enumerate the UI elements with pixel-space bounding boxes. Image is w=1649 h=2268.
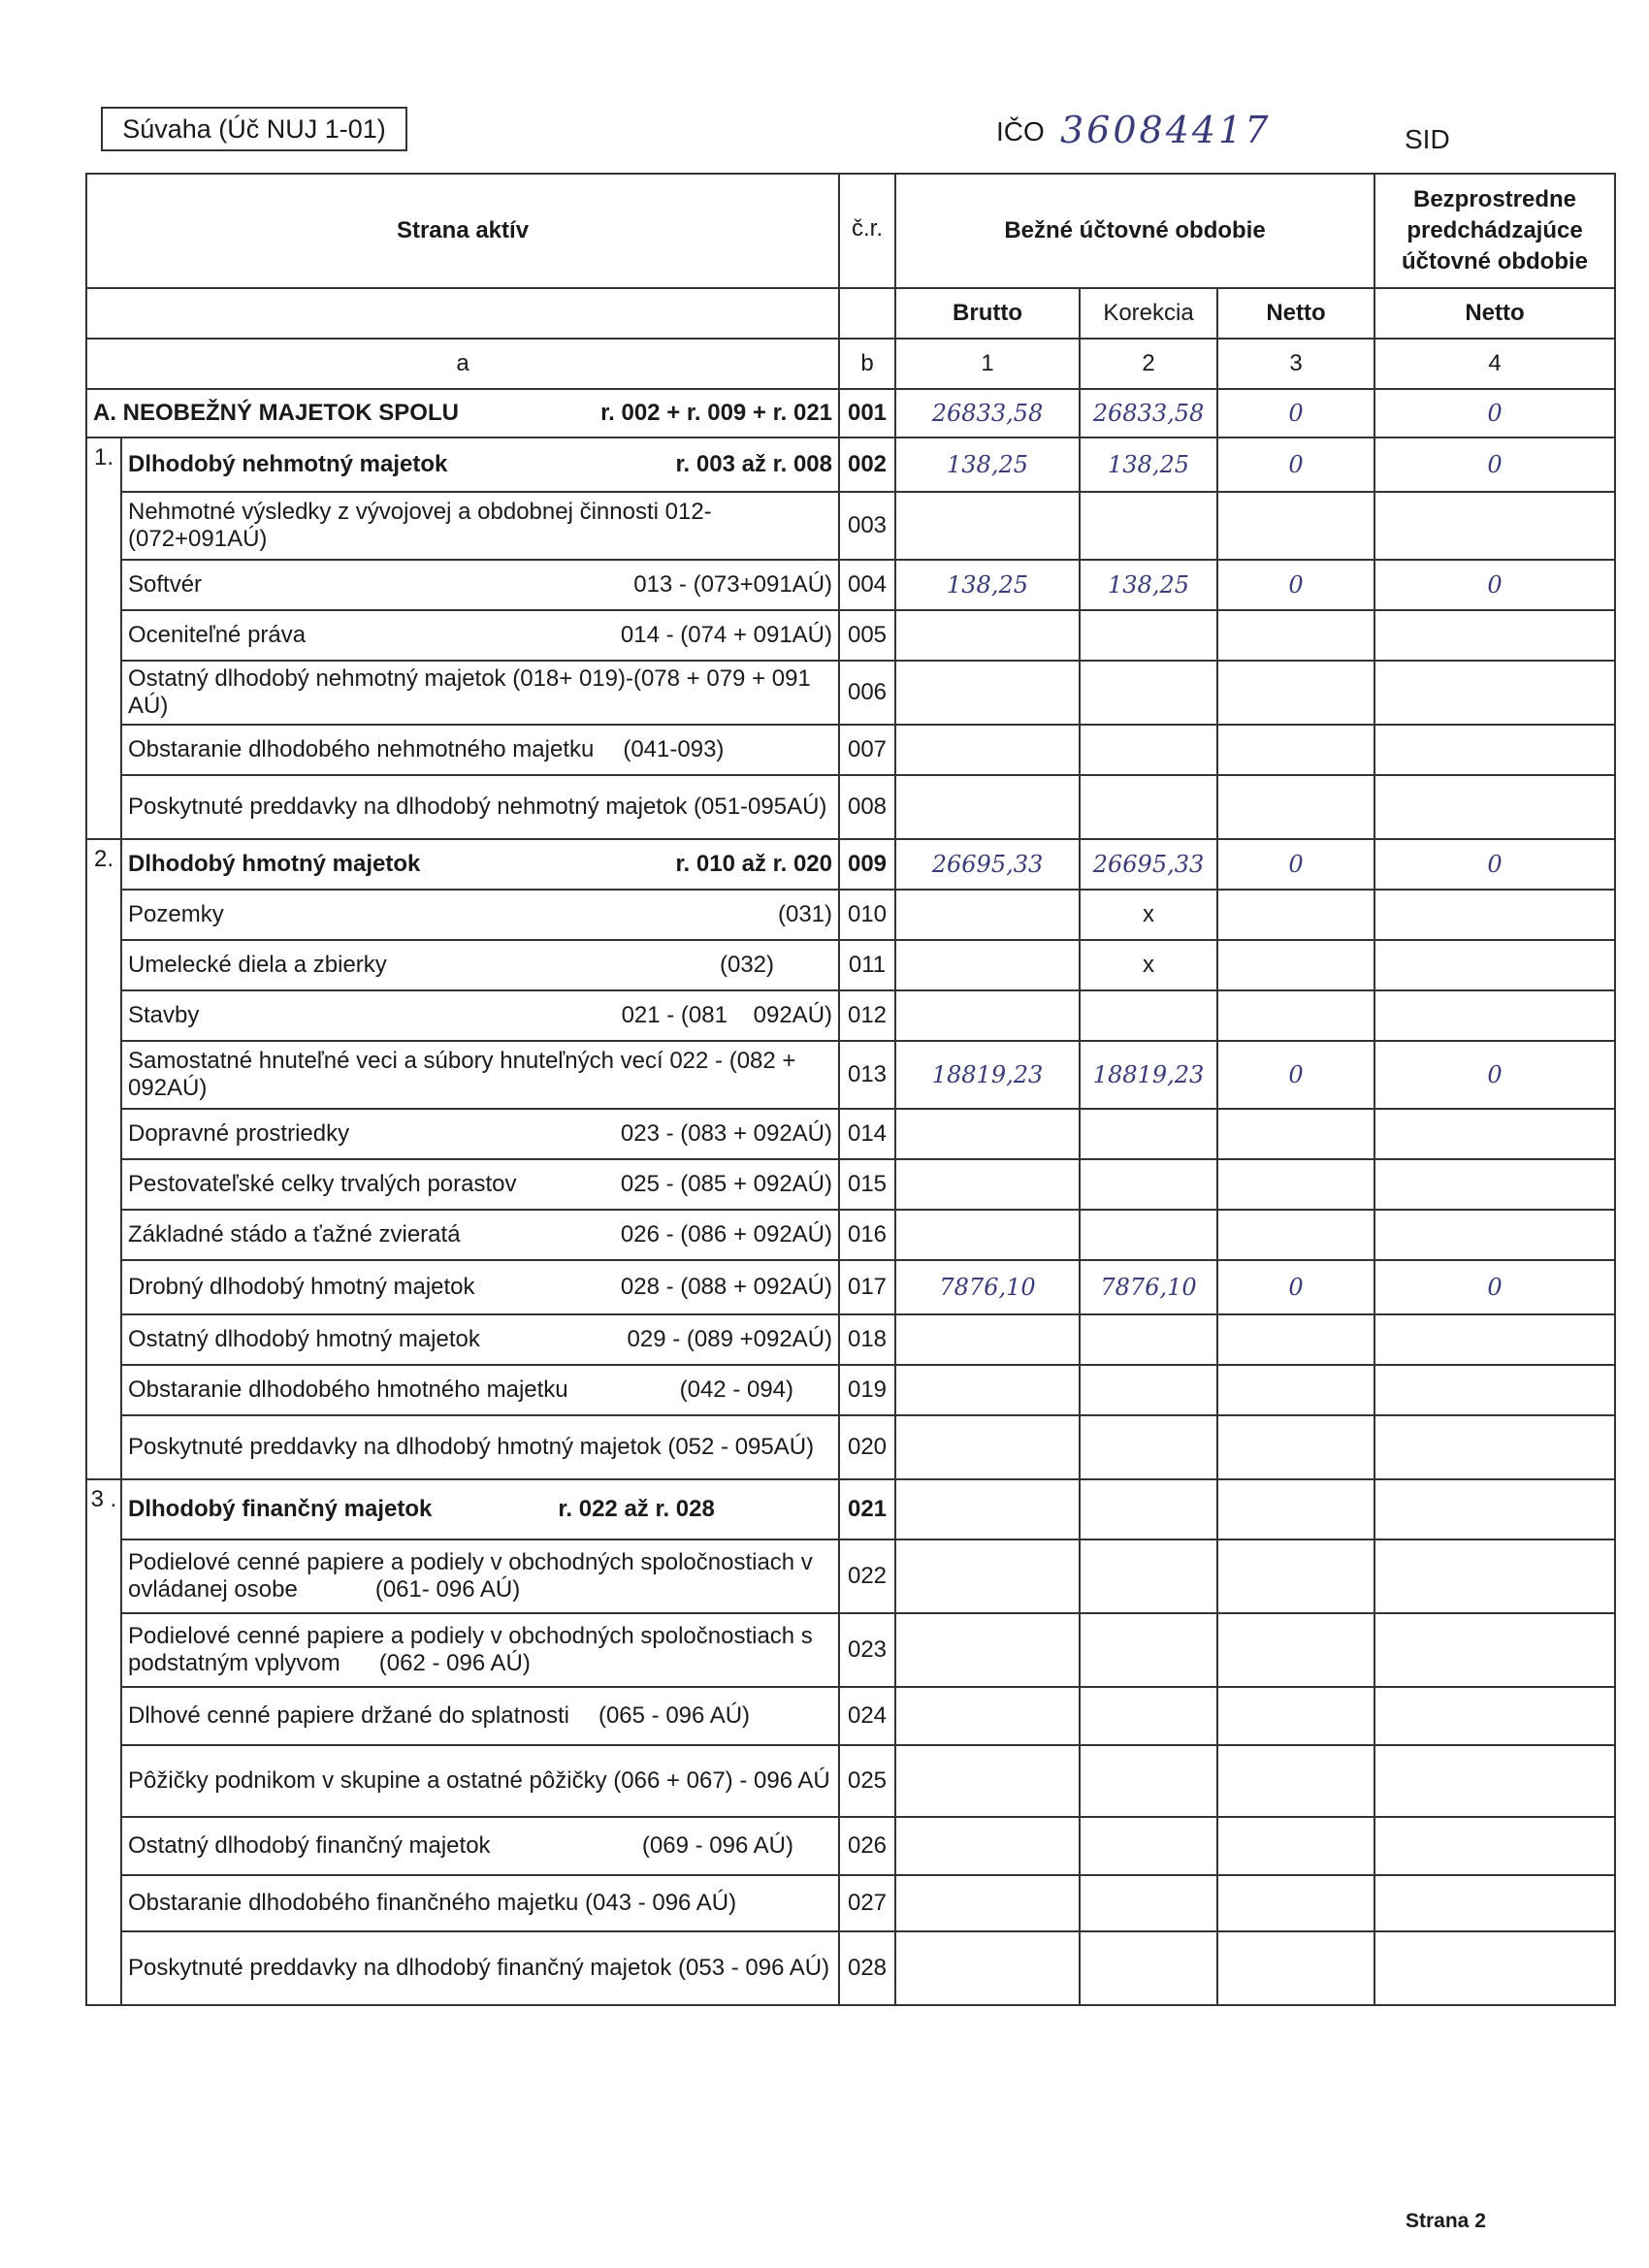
row-002: [86, 437, 1615, 492]
netto-value: [1217, 1817, 1374, 1875]
korekcia-value: [1080, 1539, 1217, 1613]
korekcia-value: [1080, 1817, 1217, 1875]
row-013: [86, 1041, 1615, 1109]
row-010: [86, 890, 1615, 940]
netto-value: [1217, 1687, 1374, 1745]
netto-value: 0: [1217, 839, 1374, 890]
netto-prev-value: [1374, 610, 1615, 661]
brutto-value: [895, 775, 1080, 839]
row-027: [86, 1875, 1615, 1931]
row-label: Softvér 013 - (073+091AÚ): [121, 560, 839, 610]
col-b: b: [839, 339, 895, 389]
page-number: Strana 2: [1406, 2210, 1486, 2232]
row-label: Dlhodobý hmotný majetok r. 010 až r. 020: [121, 839, 839, 890]
row-label: Ostatný dlhodobý finančný majetok (069 - 096 AÚ): [121, 1817, 839, 1875]
row-008: [86, 775, 1615, 839]
row-017: [86, 1260, 1615, 1314]
cr-header: č.r.: [839, 174, 895, 288]
netto-value: [1217, 775, 1374, 839]
brutto-value: [895, 1745, 1080, 1817]
row-cr: 020: [839, 1415, 895, 1479]
netto-prev-value: [1374, 1687, 1615, 1745]
row-label: Dlhodobý nehmotný majetok r. 003 až r. 008: [121, 437, 839, 492]
netto-value: 0: [1217, 1260, 1374, 1314]
header-blank: [86, 288, 839, 339]
brutto-value: [895, 610, 1080, 661]
row-label: Stavby 021 - (081 092AÚ): [121, 990, 839, 1041]
netto-prev-value: [1374, 1875, 1615, 1931]
row-009: [86, 839, 1615, 890]
brutto-value: [895, 1687, 1080, 1745]
brutto-value: [895, 940, 1080, 990]
korekcia-value: [1080, 1687, 1217, 1745]
row-label: Poskytnuté preddavky na dlhodobý hmotný majetok (052 - 095AÚ): [121, 1415, 839, 1479]
col-2: 2: [1080, 339, 1217, 389]
row-cr: 007: [839, 725, 895, 775]
col-3: 3: [1217, 339, 1374, 389]
korekcia-value: [1080, 1479, 1217, 1539]
korekcia-mark: x: [1080, 890, 1217, 940]
row-cr: 010: [839, 890, 895, 940]
brutto-value: [895, 1415, 1080, 1479]
brutto-value: [895, 1875, 1080, 1931]
col-a: a: [86, 339, 839, 389]
row-003: [86, 492, 1615, 560]
korekcia-value: [1080, 1745, 1217, 1817]
row-cr: 011: [839, 940, 895, 990]
netto-prev-value: 0: [1374, 437, 1615, 492]
row-cr: 028: [839, 1931, 895, 2005]
row-label: Dlhové cenné papiere držané do splatnosti (065 - 096 AÚ): [121, 1687, 839, 1745]
brutto-value: [895, 1539, 1080, 1613]
netto-value: [1217, 1479, 1374, 1539]
netto-prev-value: [1374, 1109, 1615, 1159]
netto-prev-header: Netto: [1374, 288, 1615, 339]
row-020: [86, 1415, 1615, 1479]
netto-value: [1217, 725, 1374, 775]
korekcia-value: 138,25: [1080, 437, 1217, 492]
brutto-value: [895, 661, 1080, 725]
section-number: 2.: [86, 839, 121, 1479]
previous-period-header: Bezprostredne predchádzajúce účtovné obdobie: [1374, 174, 1615, 288]
row-label: Obstaranie dlhodobého hmotného majetku (042 - 094): [121, 1365, 839, 1415]
row-label: Samostatné hnuteľné veci a súbory hnuteľných vecí 022 - (082 + 092AÚ): [121, 1041, 839, 1109]
netto-value: [1217, 1415, 1374, 1479]
korekcia-value: [1080, 1365, 1217, 1415]
netto-prev-value: [1374, 492, 1615, 560]
brutto-value: [895, 1314, 1080, 1365]
korekcia-value: 18819,23: [1080, 1041, 1217, 1109]
netto-prev-value: [1374, 890, 1615, 940]
row-label: Dopravné prostriedky 023 - (083 + 092AÚ): [121, 1109, 839, 1159]
row-cr: 012: [839, 990, 895, 1041]
korekcia-value: [1080, 990, 1217, 1041]
netto-value: [1217, 1210, 1374, 1260]
korekcia-value: [1080, 1210, 1217, 1260]
row-cr: 016: [839, 1210, 895, 1260]
netto-value: [1217, 1365, 1374, 1415]
row-015: [86, 1159, 1615, 1210]
brutto-value: [895, 1479, 1080, 1539]
row-cr: 015: [839, 1159, 895, 1210]
row-label: Obstaranie dlhodobého nehmotného majetku (041-093): [121, 725, 839, 775]
brutto-value: 18819,23: [895, 1041, 1080, 1109]
row-label: Oceniteľné práva 014 - (074 + 091AÚ): [121, 610, 839, 661]
row-label: Drobný dlhodobý hmotný majetok 028 - (088 + 092AÚ): [121, 1260, 839, 1314]
row-019: [86, 1365, 1615, 1415]
netto-prev-value: [1374, 1479, 1615, 1539]
netto-prev-value: [1374, 661, 1615, 725]
row-cr: 014: [839, 1109, 895, 1159]
netto-value: 0: [1217, 1041, 1374, 1109]
section-number: 3 .: [86, 1479, 121, 2005]
row-014: [86, 1109, 1615, 1159]
brutto-value: 26833,58: [895, 389, 1080, 437]
row-cr: 001: [839, 389, 895, 437]
brutto-value: [895, 1931, 1080, 2005]
row-cr: 023: [839, 1613, 895, 1687]
netto-value: [1217, 1613, 1374, 1687]
row-label: Obstaranie dlhodobého finančného majetku (043 - 096 AÚ): [121, 1875, 839, 1931]
brutto-header: Brutto: [895, 288, 1080, 339]
row-cr: 027: [839, 1875, 895, 1931]
netto-prev-value: [1374, 1613, 1615, 1687]
netto-prev-value: 0: [1374, 1260, 1615, 1314]
netto-header: Netto: [1217, 288, 1374, 339]
row-label: Ostatný dlhodobý hmotný majetok 029 - (089 +092AÚ): [121, 1314, 839, 1365]
brutto-value: [895, 890, 1080, 940]
row-cr: 025: [839, 1745, 895, 1817]
brutto-value: [895, 1817, 1080, 1875]
row-021: [86, 1479, 1615, 1539]
netto-prev-value: [1374, 1159, 1615, 1210]
row-011: [86, 940, 1615, 990]
row-cr: 024: [839, 1687, 895, 1745]
row-cr: 026: [839, 1817, 895, 1875]
netto-prev-value: [1374, 725, 1615, 775]
brutto-value: [895, 1365, 1080, 1415]
netto-prev-value: [1374, 1817, 1615, 1875]
netto-value: [1217, 492, 1374, 560]
row-006: [86, 661, 1615, 725]
netto-prev-value: [1374, 1210, 1615, 1260]
korekcia-value: [1080, 1159, 1217, 1210]
row-cr: 005: [839, 610, 895, 661]
row-005: [86, 610, 1615, 661]
form-code-box: Súvaha (Úč NUJ 1-01): [101, 107, 407, 151]
row-label: Základné stádo a ťažné zvieratá 026 - (086 + 092AÚ): [121, 1210, 839, 1260]
netto-prev-value: [1374, 1931, 1615, 2005]
row-cr: 008: [839, 775, 895, 839]
row-023: [86, 1613, 1615, 1687]
netto-value: [1217, 890, 1374, 940]
row-cr: 002: [839, 437, 895, 492]
sid-label: SID: [1405, 124, 1450, 154]
row-label: Podielové cenné papiere a podiely v obchodných spoločnostiach s podstatným vplyvom (062 - 096 AÚ): [121, 1613, 839, 1687]
netto-prev-value: [1374, 1745, 1615, 1817]
brutto-value: 7876,10: [895, 1260, 1080, 1314]
row-018: [86, 1314, 1615, 1365]
netto-value: 0: [1217, 389, 1374, 437]
korekcia-value: [1080, 1931, 1217, 2005]
brutto-value: [895, 1159, 1080, 1210]
netto-prev-value: [1374, 1314, 1615, 1365]
netto-value: [1217, 1931, 1374, 2005]
korekcia-value: [1080, 725, 1217, 775]
brutto-value: 138,25: [895, 437, 1080, 492]
row-022: [86, 1539, 1615, 1613]
row-label: Poskytnuté preddavky na dlhodobý finančný majetok (053 - 096 AÚ): [121, 1931, 839, 2005]
netto-prev-value: 0: [1374, 389, 1615, 437]
netto-value: 0: [1217, 560, 1374, 610]
netto-value: [1217, 1745, 1374, 1817]
korekcia-value: [1080, 1875, 1217, 1931]
korekcia-value: [1080, 1613, 1217, 1687]
netto-prev-value: 0: [1374, 1041, 1615, 1109]
row-label: Pozemky (031): [121, 890, 839, 940]
netto-value: [1217, 1875, 1374, 1931]
brutto-value: [895, 1613, 1080, 1687]
korekcia-value: [1080, 661, 1217, 725]
netto-prev-value: [1374, 1539, 1615, 1613]
row-label: Ostatný dlhodobý nehmotný majetok (018+ 019)-(078 + 079 + 091 AÚ): [121, 661, 839, 725]
korekcia-value: [1080, 1109, 1217, 1159]
section-number: 1.: [86, 437, 121, 839]
row-cr: 018: [839, 1314, 895, 1365]
row-cr: 013: [839, 1041, 895, 1109]
row-cr: 006: [839, 661, 895, 725]
korekcia-value: [1080, 1415, 1217, 1479]
row-label: Umelecké diela a zbierky (032): [121, 940, 839, 990]
row-004: [86, 560, 1615, 610]
netto-prev-value: 0: [1374, 839, 1615, 890]
row-007: [86, 725, 1615, 775]
row-label: A. NEOBEŽNÝ MAJETOK SPOLU r. 002 + r. 009 + r. 021: [86, 389, 839, 437]
netto-value: [1217, 990, 1374, 1041]
row-label: Dlhodobý finančný majetok r. 022 až r. 028: [121, 1479, 839, 1539]
netto-prev-value: [1374, 775, 1615, 839]
korekcia-header: Korekcia: [1080, 288, 1217, 339]
netto-value: [1217, 1109, 1374, 1159]
netto-value: 0: [1217, 437, 1374, 492]
row-cr: 021: [839, 1479, 895, 1539]
brutto-value: [895, 492, 1080, 560]
korekcia-value: [1080, 492, 1217, 560]
row-024: [86, 1687, 1615, 1745]
row-028: [86, 1931, 1615, 2005]
netto-value: [1217, 610, 1374, 661]
netto-prev-value: [1374, 1365, 1615, 1415]
netto-prev-value: [1374, 990, 1615, 1041]
current-period-header: Bežné účtovné obdobie: [895, 174, 1374, 288]
row-012: [86, 990, 1615, 1041]
korekcia-value: [1080, 775, 1217, 839]
row-cr: 009: [839, 839, 895, 890]
row-label: Pôžičky podnikom v skupine a ostatné pôžičky (066 + 067) - 096 AÚ: [121, 1745, 839, 1817]
brutto-value: [895, 1109, 1080, 1159]
korekcia-value: [1080, 1314, 1217, 1365]
row-label: Poskytnuté preddavky na dlhodobý nehmotný majetok (051-095AÚ): [121, 775, 839, 839]
col-4: 4: [1374, 339, 1615, 389]
row-label: Podielové cenné papiere a podiely v obchodných spoločnostiach v ovládanej osobe (061- 096 AÚ): [121, 1539, 839, 1613]
row-label: Nehmotné výsledky z vývojovej a obdobnej činnosti 012-(072+091AÚ): [121, 492, 839, 560]
row-cr: 019: [839, 1365, 895, 1415]
korekcia-value: 138,25: [1080, 560, 1217, 610]
row-cr: 017: [839, 1260, 895, 1314]
ico-label: IČO: [996, 116, 1045, 146]
row-001: [86, 389, 1615, 437]
brutto-value: [895, 725, 1080, 775]
netto-value: [1217, 661, 1374, 725]
korekcia-mark: x: [1080, 940, 1217, 990]
row-label: Pestovateľské celky trvalých porastov 025 - (085 + 092AÚ): [121, 1159, 839, 1210]
row-cr: 022: [839, 1539, 895, 1613]
netto-prev-value: [1374, 1415, 1615, 1479]
brutto-value: [895, 1210, 1080, 1260]
col-1: 1: [895, 339, 1080, 389]
netto-value: [1217, 1539, 1374, 1613]
row-cr: 004: [839, 560, 895, 610]
korekcia-value: 26833,58: [1080, 389, 1217, 437]
netto-value: [1217, 940, 1374, 990]
korekcia-value: 7876,10: [1080, 1260, 1217, 1314]
ico-value: 36084417: [1060, 109, 1272, 151]
brutto-value: 26695,33: [895, 839, 1080, 890]
brutto-value: [895, 990, 1080, 1041]
netto-value: [1217, 1159, 1374, 1210]
row-cr: 003: [839, 492, 895, 560]
netto-value: [1217, 1314, 1374, 1365]
row-025: [86, 1745, 1615, 1817]
korekcia-value: [1080, 610, 1217, 661]
row-016: [86, 1210, 1615, 1260]
korekcia-value: 26695,33: [1080, 839, 1217, 890]
assets-table: [85, 173, 1616, 2006]
netto-prev-value: [1374, 940, 1615, 990]
brutto-value: 138,25: [895, 560, 1080, 610]
netto-prev-value: 0: [1374, 560, 1615, 610]
header-blank-cr: [839, 288, 895, 339]
row-026: [86, 1817, 1615, 1875]
side-title: Strana aktív: [86, 174, 839, 288]
